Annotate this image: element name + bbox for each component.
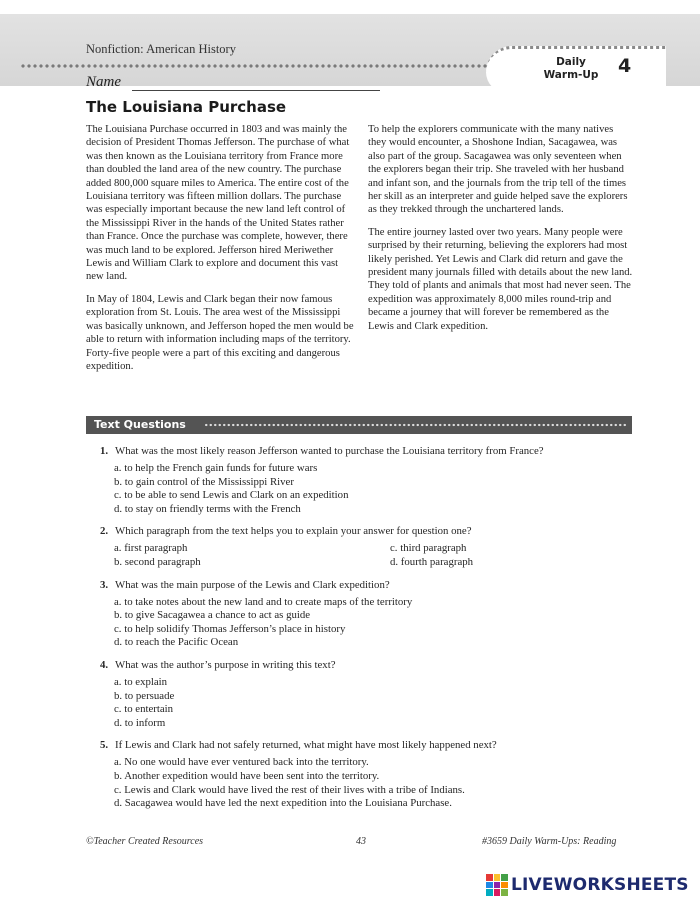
question-text: What was the main purpose of the Lewis and Clark expedition? [115,578,390,591]
logo-square [486,889,493,896]
answer-option[interactable]: b. Another expedition would have been sent into the territory. [114,769,380,782]
badge-label: Daily Warm-Up [543,56,599,81]
footer-page-number: 43 [356,836,366,847]
answer-option[interactable]: b. to gain control of the Mississippi River [114,475,294,488]
paragraph: To help the explorers communicate with the many natives they would encounter, a Shoshone Indian, Sacagawea, was also part of the group. Sacagawea was only seventeen when the explorers began their trip. She traveled with her husband and infant son, and the journals from the trip tell of the times her skill as an interpreter and guide helped save the explorers as they trekked through the unchartered lands. [368,124,628,216]
article-left-column [86,123,358,382]
logo-square [501,882,508,889]
footer-book-title: #3659 Daily Warm-Ups: Reading [482,836,617,847]
logo-square [494,882,501,889]
question-3 [100,578,630,650]
questions-list [100,444,630,819]
text-questions-header [86,416,632,434]
question-1 [100,444,630,516]
question-5 [100,738,630,810]
watermark-text: LIVEWORKSHEETS [511,875,689,895]
answer-option[interactable]: a. to help the French gain funds for future wars [114,462,318,474]
liveworksheets-watermark [486,872,689,898]
article-title: The Louisiana Purchase [86,98,287,116]
logo-square [486,882,493,889]
answer-option[interactable]: c. to help solidify Thomas Jefferson’s place in history [114,622,346,635]
question-number: 1. [100,445,109,457]
answer-option[interactable]: d. to inform [114,716,166,729]
header-dot-divider [204,423,626,427]
answer-option[interactable]: a. to take notes about the new land and to create maps of the territory [114,595,413,608]
question-number: 4. [100,658,109,671]
answer-option[interactable]: d. to reach the Pacific Ocean [114,636,239,649]
question-text: If Lewis and Clark had not safely returned, what might have most likely happened next? [115,739,497,752]
answer-option[interactable]: c. to be able to send Lewis and Clark on an expedition [114,489,349,502]
answer-option[interactable]: d. Sacagawea would have led the next expedition into the Louisiana Purchase. [114,797,452,810]
name-label: Name [86,74,121,90]
logo-square [486,874,493,881]
name-input-line[interactable] [132,90,380,91]
answer-option[interactable]: d. fourth paragraph [390,555,474,568]
answer-option[interactable]: a. No one would have ever ventured back into the territory. [114,756,369,769]
question-number: 2. [100,525,109,538]
daily-warmup-badge [486,46,666,93]
answer-option[interactable]: c. to entertain [114,703,174,716]
paragraph: The Louisiana Purchase occurred in 1803 and was mainly the decision of President Thomas Jefferson. The purchase of what was then known as the Louisiana territory from France more than doubled the land area of the new country. The purchase added 800,000 square miles to America. The entire cost of the Louisiana territory was fifteen million dollars. The purchase was especially important because the new land left control of the Mississippi River in the hands of the United States rather than France. Once the purchase was complete, however, there was much land to be explored. Jefferson hired Meriwether Lewis and William Clark to explore and document this vast new land. [86,124,350,283]
answer-option[interactable]: c. Lewis and Clark would have lived the rest of their lives with a tribe of Indians. [114,783,465,796]
footer-publisher: ©Teacher Created Resources [86,836,204,847]
question-number: 3. [100,578,109,591]
paragraph: In May of 1804, Lewis and Clark began their now famous exploration from St. Louis. The area west of the Mississippi was basically unknown, and Jefferson hoped the men would be able to return with information including maps of the territory. Forty-five people were a part of this exciting and dangerous expedition. [86,293,354,372]
question-text: Which paragraph from the text helps you to explain your answer for question one? [115,525,472,538]
logo-square [501,874,508,881]
paragraph: The entire journey lasted over two years. Many people were surprised by their returning, believing the explorers had most likely perished. Yet Lewis and Clark did return and gave the president many journals filled with details about the new land. They told of plants and animals that most had never seen. The expedition was approximately 8,000 miles round-trip and became a journey that will forever be remembered as the Lewis and Clark expedition. [368,226,633,332]
question-number: 5. [100,739,109,752]
logo-square [494,874,501,881]
question-2 [100,524,630,569]
answer-option[interactable]: b. to persuade [114,689,175,702]
answer-option[interactable]: a. first paragraph [114,542,188,555]
liveworksheets-logo-icon [486,874,508,896]
answer-option[interactable]: d. to stay on friendly terms with the French [114,502,301,515]
logo-square [501,889,508,896]
subject-label: Nonfiction: American History [86,42,236,56]
question-text: What was the author’s purpose in writing this text? [115,658,336,671]
text-questions-label: Text Questions [94,418,186,431]
answer-option[interactable]: a. to explain [114,675,168,688]
logo-square [494,889,501,896]
answer-option[interactable]: c. third paragraph [390,542,467,555]
article-right-column [368,123,634,342]
question-text: What was the most likely reason Jefferson wanted to purchase the Louisiana territory from France? [115,445,544,457]
answer-option[interactable]: b. to give Sacagawea a chance to act as guide [114,609,311,622]
answer-option[interactable]: b. second paragraph [114,555,201,568]
badge-number: 4 [618,55,632,77]
header-dot-divider [20,63,490,69]
question-4 [100,658,630,730]
